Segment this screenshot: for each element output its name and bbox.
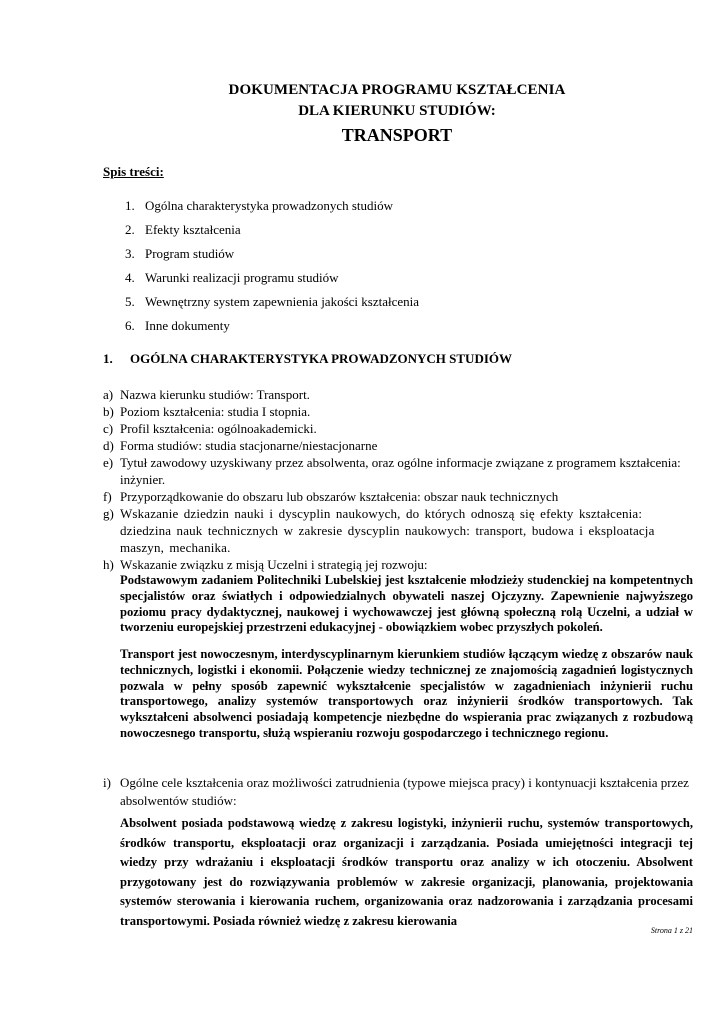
document-title-line2: DLA KIERUNKU STUDIÓW: — [298, 103, 496, 119]
list-item: i) Ogólne cele kształcenia oraz możliwości zatrudnienia (typowe miejsca pracy) i kontynuacji kształcenia przez absolwentów studiów: — [103, 775, 689, 808]
page-number: Strona 1 z 21 — [650, 926, 693, 935]
toc-item: 2. Efekty kształcenia — [125, 222, 241, 237]
toc-item: 5. Wewnętrzny system zapewnienia jakości kształcenia — [125, 294, 420, 309]
document-title-field: TRANSPORT — [341, 125, 453, 145]
toc-heading: Spis treści: — [103, 164, 164, 179]
transport-paragraph: Transport jest nowoczesnym, interdyscyplinarnym kierunkiem studiów łączącym wiedzę z obszarów nauk technicznych, logistki i ekonomii. Połączenie wiedzy technicznej ze znajomością zagadnień logistycznych pozwala w pełny sposób zapewnić wykształcenie specjalistów w zagadnieniach inżynierii ruchu transportowego, analizy systemów transportowych oraz inżynierii środków transportowych. Tak wykształceni absolwenci posiadają kompetencje niezbędne do wspierania prac związanych z rozbudową nowoczesnego transportu, służą wspieraniu rozwoju gospodarczego i technicznego regionu. — [120, 647, 693, 740]
toc-item: 6. Inne dokumenty — [125, 318, 230, 333]
list-item: f) Przyporządkowanie do obszaru lub obszarów kształcenia: obszar nauk technicznych — [103, 489, 559, 504]
list-item: g) Wskazanie dziedzin nauki i dyscyplin naukowych, do których odnoszą się efekty kształcenia: dziedzina nauk technicznych w zakresie dyscyplin naukowych: transport, budowa i eksploatacja maszyn, mechanika. — [103, 506, 655, 555]
list-item: h) Wskazanie związku z misją Uczelni i strategią jej rozwoju: — [103, 557, 428, 572]
list-item: e) Tytuł zawodowy uzyskiwany przez absolwenta, oraz ogólne informacje związane z programem kształcenia: inżynier. — [103, 455, 681, 487]
list-item: d) Forma studiów: studia stacjonarne/niestacjonarne — [103, 438, 378, 453]
list-item: c) Profil kształcenia: ogólnoakademicki. — [103, 421, 317, 436]
graduate-paragraph: Absolwent posiada podstawową wiedzę z zakresu logistyki, inżynierii ruchu, systemów transportowych, środków transportu, eksploatacji oraz organizacji i zarządzania. Posiada umiejętności integracji tej wiedzy przy wdrażaniu i eksploatacji środków transportu oraz analizy w ich otoczeniu. Absolwent przygotowany jest do rozwiązywania problemów w zakresie organizacji, planowania, projektowania systemów sterowania i kierowania ruchem, organizowania oraz nadzorowania i zarządzania procesami transportowymi. Posiada również wiedzę z zakresu kierowania — [120, 816, 693, 928]
list-item: b) Poziom kształcenia: studia I stopnia. — [103, 404, 311, 419]
toc-item: 4. Warunki realizacji programu studiów — [125, 270, 339, 285]
characteristics-list — [103, 386, 693, 573]
toc-item: 1. Ogólna charakterystyka prowadzonych studiów — [125, 198, 394, 213]
list-item: a) Nazwa kierunku studiów: Transport. — [103, 387, 310, 402]
document-title-line1: DOKUMENTACJA PROGRAMU KSZTAŁCENIA — [228, 82, 566, 98]
mission-paragraph: Podstawowym zadaniem Politechniki Lubelskiej jest kształcenie młodzieży studenckiej na kompetentnych specjalistów oraz światłych i odpowiedzialnych obywateli naszej Ojczyzny. Zapewnienie najwyższego poziomu pracy dydaktycznej, naukowej i wychowawczej jest główną społeczną rolą Uczelni, a udział w tworzeniu europejskiej przestrzeni edukacyjnej - obowiązkiem wobec przyszłych pokoleń. — [120, 573, 693, 635]
toc-item: 3. Program studiów — [125, 246, 235, 261]
table-of-contents — [125, 198, 419, 342]
section-heading: 1. OGÓLNA CHARAKTERYSTYKA PROWADZONYCH STUDIÓW — [103, 351, 513, 366]
